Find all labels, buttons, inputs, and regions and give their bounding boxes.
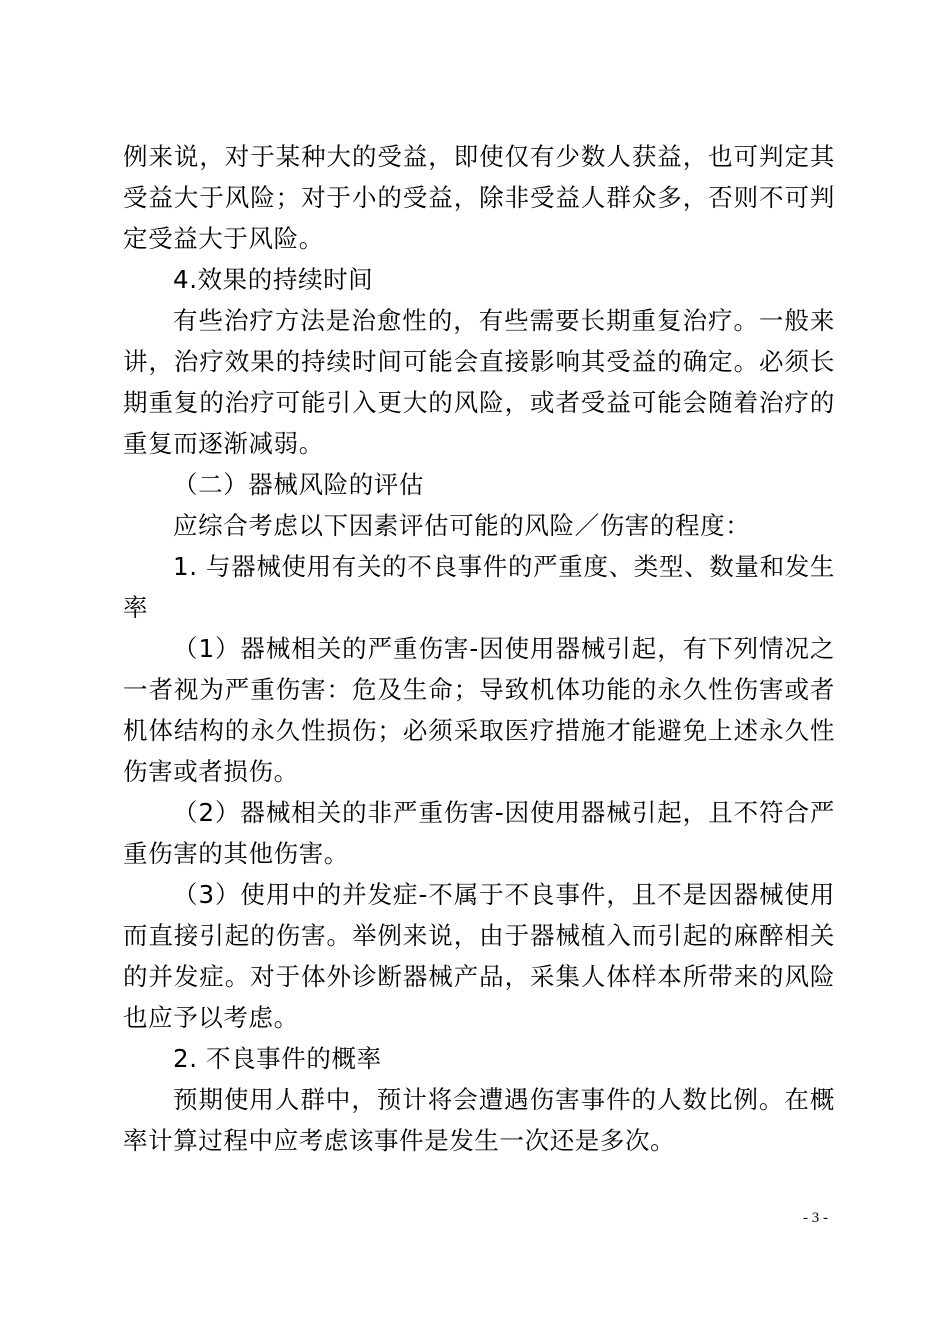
paragraph-continuation: 例来说，对于某种大的受益，即使仅有少数人获益，也可判定其受益大于风险；对于小的受益，除非受益人群众多，否则不可判定受益大于风险。 (123, 142, 835, 253)
paragraph-risk-factors-intro: 应综合考虑以下因素评估可能的风险／伤害的程度： (173, 511, 751, 540)
paragraph-non-serious-injury: （2）器械相关的非严重伤害-因使用器械引起，且不符合严重伤害的其他伤害。 (123, 798, 835, 868)
paragraph-treatment-duration: 有些治疗方法是治愈性的，有些需要长期重复治疗。一般来讲，治疗效果的持续时间可能会直接影响其受益的确定。必须长期重复的治疗可能引入更大的风险，或者受益可能会随着治疗的重复而逐渐减弱。 (123, 306, 835, 458)
heading-adverse-events: 1. 与器械使用有关的不良事件的严重度、类型、数量和发生率 (123, 552, 835, 622)
document-body (123, 136, 835, 1161)
heading-effect-duration: 4.效果的持续时间 (173, 265, 374, 294)
paragraph-complications: （3）使用中的并发症-不属于不良事件，且不是因器械使用而直接引起的伤害。举例来说，由于器械植入而引起的麻醉相关的并发症。对于体外诊断器械产品，采集人体样本所带来的风险也应予以考虑。 (123, 880, 835, 1032)
heading-adverse-event-probability: 2. 不良事件的概率 (173, 1044, 382, 1073)
heading-device-risk-assessment: （二）器械风险的评估 (173, 470, 424, 499)
paragraph-probability: 预期使用人群中，预计将会遭遇伤害事件的人数比例。在概率计算过程中应考虑该事件是发生一次还是多次。 (123, 1085, 835, 1155)
page-number: - 3 - (803, 1210, 828, 1226)
paragraph-serious-injury: （1）器械相关的严重伤害-因使用器械引起，有下列情况之一者视为严重伤害：危及生命；导致机体功能的永久性伤害或者机体结构的永久性损伤；必须采取医疗措施才能避免上述永久性伤害或者损伤。 (123, 634, 835, 786)
